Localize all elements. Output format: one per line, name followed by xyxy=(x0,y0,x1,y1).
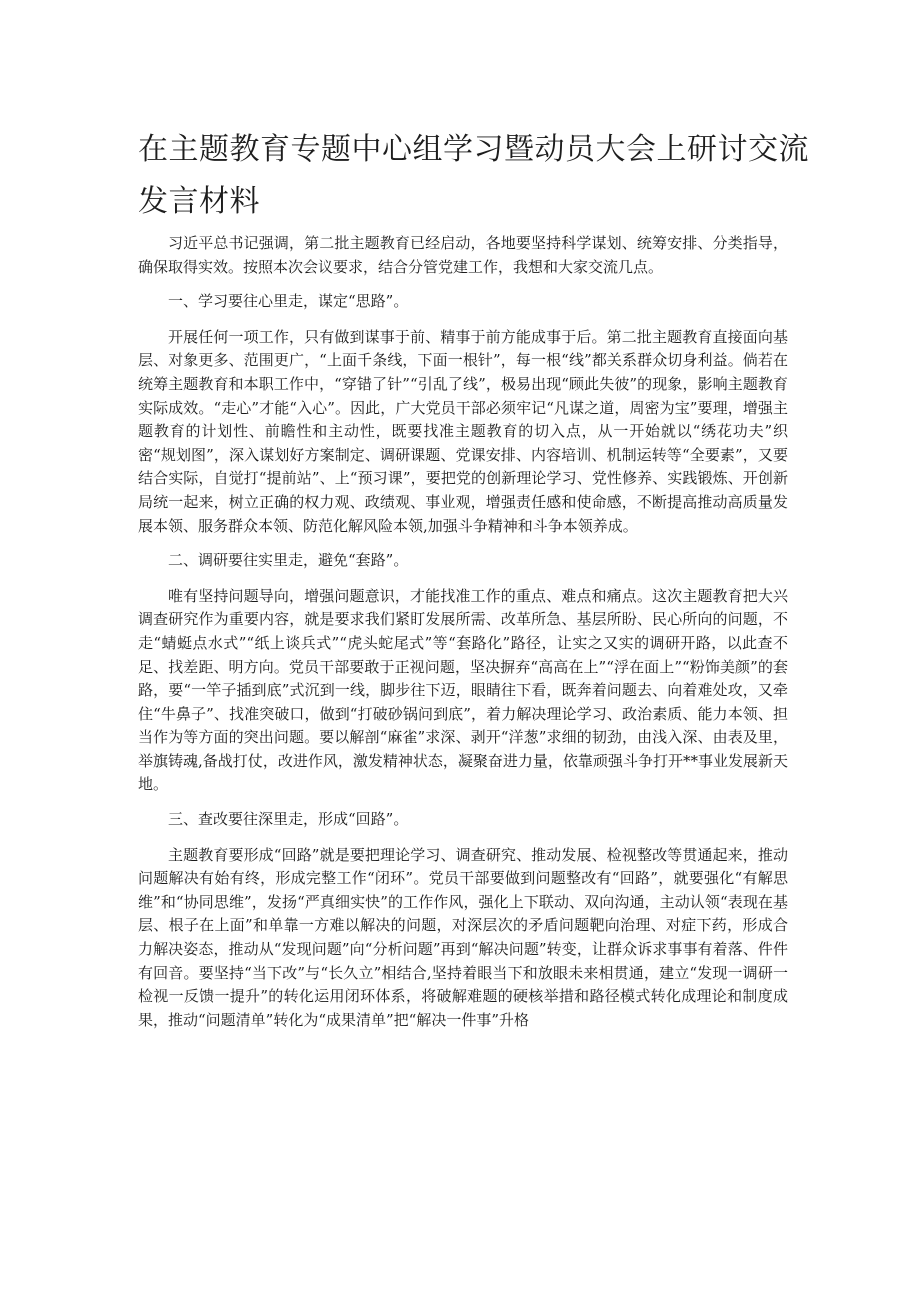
section-heading-1: 一、学习要往心里走，谋定“思路”。 xyxy=(168,292,409,311)
title-line-1: 在主题教育专题中心组学习暨动员大会上研讨交流 xyxy=(138,132,809,167)
title-line-2: 发言材料 xyxy=(138,184,260,219)
section-1-paragraph: 开展任何一项工作，只有做到谋事于前、精事于前方能成事于后。第二批主题教育直接面向基层、对象更多、范围更广，“上面千条线，下面一根针”，每一根“线”都关系群众切身利益。倘若在统筹主题教育和本职工作中，“穿错了针”“引乱了线”，极易出现“顾此失彼”的现象，影响主题教育实际成效。“走心”才能“入心”。因此，广大党员干部必须牢记“凡谋之道，周密为宝”要理，增强主题教育的计划性、前瞻性和主动性，既要找准主题教育的切入点，从一开始就以“绣花功夫”织密“规划图”，深入谋划好方案制定、调研课题、党课安排、内容培训、机制运转等“全要素”，又要结合实际，自觉打“提前站”、上“预习课”，要把党的创新理论学习、党性修养、实践锻炼、开创新局统一起来，树立正确的权力观、政绩观、事业观，增强责任感和使命感，不断提高推动高质量发展本领、服务群众本领、防范化解风险本领,加强斗争精神和斗争本领养成。 xyxy=(138,327,788,535)
section-2-paragraph: 唯有坚持问题导向，增强问题意识，才能找准工作的重点、难点和痛点。这次主题教育把大兴调查研究作为重要内容，就是要求我们紧盯发展所需、改革所急、基层所盼、民心所向的问题，不走“蜻蜓点水式”“纸上谈兵式”“虎头蛇尾式”等“套路化”路径，让实之又实的调研开路，以此查不足、找差距、明方向。党员干部要敢于正视问题，坚决摒弃“高高在上”“浮在面上”“粉饰美颜”的套路，要“一竿子插到底”式沉到一线，脚步往下迈，眼睛往下看，既奔着问题去、向着难处攻，又牵住“牛鼻子”、找准突破口，做到“打破砂锅问到底”，着力解决理论学习、政治素质、能力本领、担当作为等方面的突出问题。要以解剖“麻雀”求深、剥开“洋葱”求细的韧劲，由浅入深、由表及里，举旗铸魂,备战打仗，改进作风，激发精神状态，凝聚奋进力量，依靠顽强斗争打开**事业发展新天地。 xyxy=(138,586,788,794)
section-heading-3: 三、查改要往深里走，形成“回路”。 xyxy=(168,810,409,829)
section-heading-2: 二、调研要往实里走，避免“套路”。 xyxy=(168,551,409,570)
document-title xyxy=(138,124,809,228)
intro-paragraph: 习近平总书记强调，第二批主题教育已经启动，各地要坚持科学谋划、统筹安排、分类指导，确保取得实效。按照本次会议要求，结合分管党建工作，我想和大家交流几点。 xyxy=(138,234,788,276)
document-body xyxy=(138,232,788,1043)
section-3-paragraph: 主题教育要形成“回路”就是要把理论学习、调查研究、推动发展、检视整改等贯通起来，推动问题解决有始有终，形成完整工作“闭环”。党员干部要做到问题整改有“回路”，就要强化“有解思维”和“协同思维”，发扬“严真细实快”的工作作风，强化上下联动、双向沟通，主动认领“表现在基层、根子在上面”和单靠一方难以解决的问题，对深层次的矛盾问题靶向治理、对症下药，形成合力解决姿态，推动从“发现问题”向“分析问题”再到“解决问题”转变，让群众诉求事事有着落、件件有回音。要坚持“当下改”与“长久立”相结合,坚持着眼当下和放眼未来相贯通，建立“发现一调研一检视一反馈一提升”的转化运用闭环体系，将破解难题的硬核举措和路径模式转化成理论和制度成果，推动“问题清单”转化为“成果清单”把“解决一件事”升格 xyxy=(138,845,788,1029)
